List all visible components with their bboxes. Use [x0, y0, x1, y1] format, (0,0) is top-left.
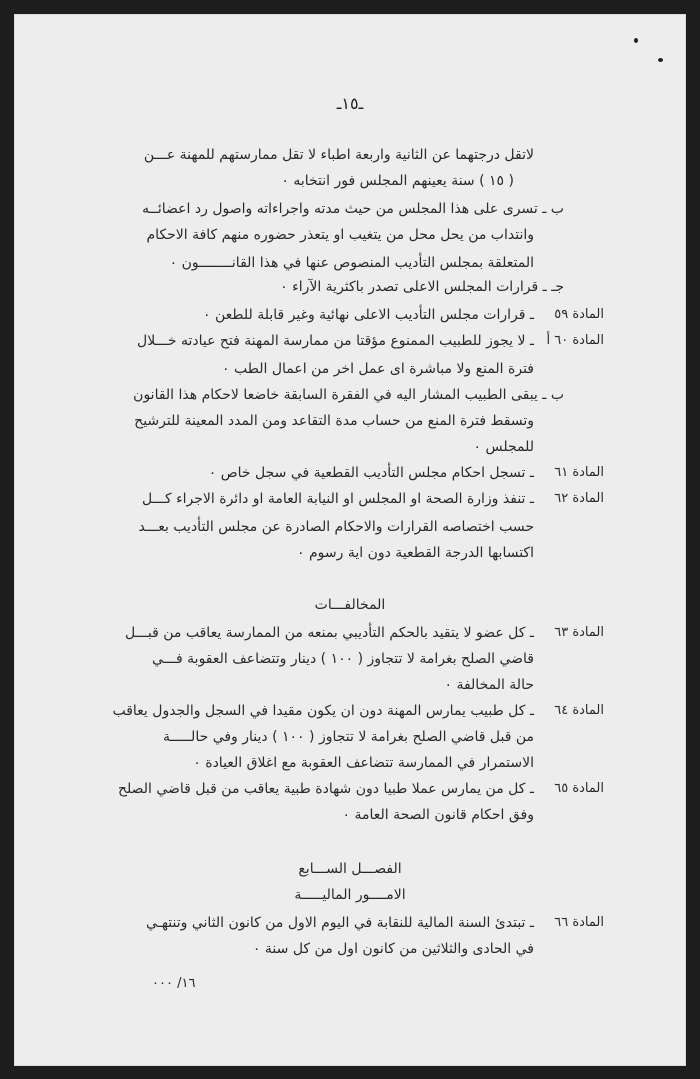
text-line: حسب اختصاصه القرارات والاحكام الصادرة عن مجلس التأديب بعـــد — [138, 519, 534, 535]
page-number: ـ١٥ـ — [336, 94, 364, 113]
text-line: ـ تسجل احكام مجلس التأديب القطعية في سجل خاص ٠ — [208, 465, 534, 481]
text-line: ـ كل طبيب يمارس المهنة دون ان يكون مقيدا في السجل والجدول يعاقب — [112, 703, 534, 719]
article-label: المادة ٥٩ — [554, 307, 604, 322]
footer-code: ١٦/ ٠٠٠ — [152, 976, 196, 991]
text-line: اكتسابها الدرجة القطعية دون اية رسوم ٠ — [297, 545, 534, 561]
article-label: المادة ٦٤ — [554, 703, 604, 718]
text-line: لاتقل درجتهما عن الثانية واربعة اطباء لا تقل ممارستهم للمهنة عـــن — [143, 147, 534, 163]
text-line: ـ كل عضو لا يتقيد بالحكم التأديبي بمنعه من الممارسة يعاقب من قبـــل — [124, 625, 534, 641]
text-line: قاضي الصلح بغرامة لا تتجاوز ( ١٠٠ ) دينار وتتضاعف العقوبة فـــي — [152, 651, 534, 667]
text-line: ـ لا يجوز للطبيب الممنوع مؤقتا من ممارسة المهنة فتح عيادته خـــلال — [137, 333, 534, 349]
article-label: المادة ٦٢ — [554, 491, 604, 506]
punch-mark — [634, 38, 638, 43]
text-line: في الحادى والثلاثين من كانون اول من كل سنة ٠ — [252, 941, 534, 957]
text-line: المتعلقة بمجلس التأديب المنصوص عنها في هذا القانــــــــون ٠ — [169, 255, 534, 271]
text-line: ( ١٥ ) سنة يعينهم المجلس فور انتخابه ٠ — [281, 173, 514, 189]
chapter-heading: الفصـــل الســـابع — [298, 861, 402, 877]
article-label: المادة ٦٥ — [554, 781, 604, 796]
text-line: جـ ـ قرارات المجلس الاعلى تصدر باكثرية الآراء ٠ — [280, 279, 564, 295]
text-line: وانتداب من يحل محل من يتغيب او يتعذر حضوره منهم كافة الاحكام — [146, 227, 534, 243]
text-line: الاستمرار في الممارسة تتضاعف العقوبة مع اغلاق العيادة ٠ — [193, 755, 534, 771]
text-line: فترة المنع ولا مباشرة اى عمل اخر من اعمال الطب ٠ — [222, 361, 534, 377]
article-label: المادة ٦٦ — [554, 915, 604, 930]
punch-mark — [658, 58, 663, 62]
text-line: ب ـ يبقى الطبيب المشار اليه في الفقرة السابقة خاضعا لاحكام هذا القانون — [133, 387, 564, 403]
section-heading: الامــــور الماليـــــة — [294, 887, 406, 903]
document-page — [14, 14, 686, 1066]
text-line: ـ كل من يمارس عملا طبيا دون شهادة طبية يعاقب من قبل قاضي الصلح — [117, 781, 534, 797]
text-line: حالة المخالفة ٠ — [444, 677, 534, 693]
article-label: المادة ٦١ — [554, 465, 604, 480]
text-line: ـ تبتدئ السنة المالية للنقابة في اليوم الاول من كانون الثاني وتنتهـي — [146, 915, 534, 931]
section-heading: المخالفـــات — [314, 597, 386, 613]
text-line: وتسقط فترة المنع من حساب مدة التقاعد ومن المدد المعينة للترشيح — [134, 413, 534, 429]
text-line: ب ـ تسرى على هذا المجلس من حيث مدته واجراءاته واصول رد اعضائــه — [142, 201, 564, 217]
article-label: المادة ٦٣ — [554, 625, 604, 640]
text-line: ـ تنفذ وزارة الصحة او المجلس او النيابة العامة او دائرة الاجراء كـــل — [142, 491, 534, 507]
text-line: من قبل قاضي الصلح بغرامة لا تتجاوز ( ١٠٠ ) دينار وفي حالـــــة — [163, 729, 534, 745]
text-line: وفق احكام قانون الصحة العامة ٠ — [342, 807, 534, 823]
article-label: المادة ٦٠ أ — [546, 333, 604, 348]
text-line: للمجلس ٠ — [473, 439, 534, 455]
text-line: ـ قرارات مجلس التأديب الاعلى نهائية وغير قابلة للطعن ٠ — [203, 307, 534, 323]
